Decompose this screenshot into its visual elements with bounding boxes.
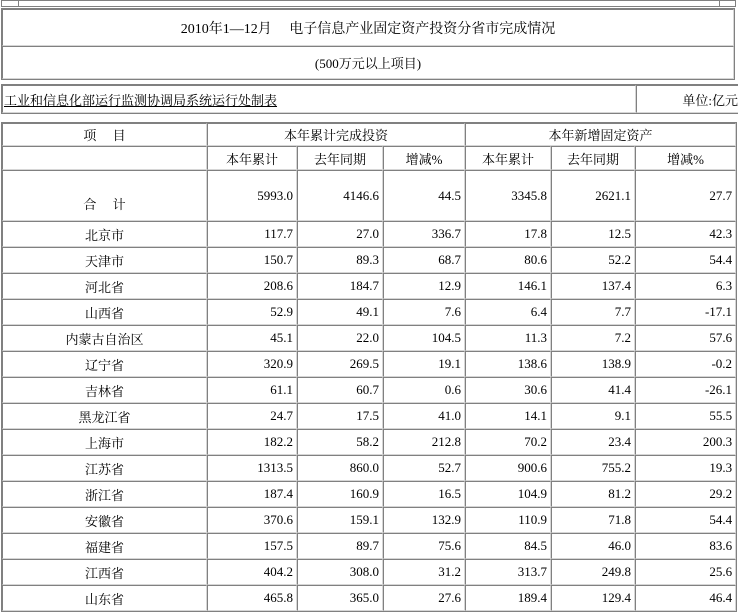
row-label: 河北省 (2, 273, 207, 299)
value-cell: 27.7 (635, 170, 736, 221)
row-label: 合 计 (2, 170, 207, 221)
value-cell: 308.0 (297, 559, 383, 585)
value-cell: 160.9 (297, 481, 383, 507)
table-row (2, 481, 736, 507)
value-cell: 900.6 (465, 455, 551, 481)
value-cell: 19.1 (383, 351, 465, 377)
row-label: 江苏省 (2, 455, 207, 481)
value-cell: 80.6 (465, 247, 551, 273)
title-table (1, 8, 735, 80)
value-cell: 84.5 (465, 533, 551, 559)
value-cell: 404.2 (207, 559, 297, 585)
value-cell: 19.3 (635, 455, 736, 481)
table-row (2, 585, 736, 611)
value-cell: 58.2 (297, 429, 383, 455)
value-cell: 465.8 (207, 585, 297, 611)
value-cell: 75.6 (383, 533, 465, 559)
value-cell: 52.2 (551, 247, 635, 273)
value-cell: 27.6 (383, 585, 465, 611)
value-cell: 42.3 (635, 221, 736, 247)
value-cell: 7.7 (551, 299, 635, 325)
group-header-completed-investment: 本年累计完成投资 (207, 123, 465, 146)
sliver-divider (18, 1, 19, 6)
table-row (2, 221, 736, 247)
sub-header-last-year: 去年同期 (297, 146, 383, 170)
value-cell: 370.6 (207, 507, 297, 533)
value-cell: 57.6 (635, 325, 736, 351)
value-cell: 46.4 (635, 585, 736, 611)
table-row (2, 533, 736, 559)
value-cell: 365.0 (297, 585, 383, 611)
value-cell: 71.8 (551, 507, 635, 533)
value-cell: 269.5 (297, 351, 383, 377)
note-table (1, 84, 738, 114)
value-cell: 129.4 (551, 585, 635, 611)
row-label: 北京市 (2, 221, 207, 247)
value-cell: 104.9 (465, 481, 551, 507)
table-body (2, 170, 736, 611)
page-title: 2010年1—12月 电子信息产业固定资产投资分省市完成情况 (2, 9, 734, 46)
sliver-divider (719, 1, 720, 6)
table-row (2, 377, 736, 403)
total-row (2, 170, 736, 221)
value-cell: 7.6 (383, 299, 465, 325)
value-cell: 89.7 (297, 533, 383, 559)
value-cell: 5993.0 (207, 170, 297, 221)
table-row (2, 559, 736, 585)
value-cell: 159.1 (297, 507, 383, 533)
value-cell: 16.5 (383, 481, 465, 507)
value-cell: 138.6 (465, 351, 551, 377)
value-cell: 61.1 (207, 377, 297, 403)
value-cell: 41.0 (383, 403, 465, 429)
value-cell: 23.4 (551, 429, 635, 455)
group-header-row (2, 123, 736, 146)
note-row (2, 85, 738, 113)
table-row (2, 351, 736, 377)
table-row (2, 299, 736, 325)
value-cell: 54.4 (635, 247, 736, 273)
value-cell: 70.2 (465, 429, 551, 455)
table-row (2, 403, 736, 429)
value-cell: 27.0 (297, 221, 383, 247)
row-label: 山西省 (2, 299, 207, 325)
table-row (2, 325, 736, 351)
value-cell: 17.8 (465, 221, 551, 247)
row-label: 天津市 (2, 247, 207, 273)
value-cell: 55.5 (635, 403, 736, 429)
row-label: 安徽省 (2, 507, 207, 533)
row-label: 上海市 (2, 429, 207, 455)
value-cell: 12.9 (383, 273, 465, 299)
value-cell: 2621.1 (551, 170, 635, 221)
value-cell: 117.7 (207, 221, 297, 247)
unit-note: 单位:亿元 (636, 85, 738, 113)
value-cell: 6.3 (635, 273, 736, 299)
value-cell: 138.9 (551, 351, 635, 377)
empty-header-cell (2, 146, 207, 170)
value-cell: 14.1 (465, 403, 551, 429)
value-cell: 17.5 (297, 403, 383, 429)
value-cell: 24.7 (207, 403, 297, 429)
row-label: 山东省 (2, 585, 207, 611)
value-cell: 22.0 (297, 325, 383, 351)
table-row (2, 455, 736, 481)
value-cell: 182.2 (207, 429, 297, 455)
value-cell: 3345.8 (465, 170, 551, 221)
value-cell: 30.6 (465, 377, 551, 403)
table-row (2, 507, 736, 533)
sub-header-row (2, 146, 736, 170)
value-cell: 1313.5 (207, 455, 297, 481)
value-cell: 200.3 (635, 429, 736, 455)
value-cell: 4146.6 (297, 170, 383, 221)
value-cell: 60.7 (297, 377, 383, 403)
value-cell: 110.9 (465, 507, 551, 533)
value-cell: 11.3 (465, 325, 551, 351)
value-cell: 860.0 (297, 455, 383, 481)
value-cell: 189.4 (465, 585, 551, 611)
issuer-note (2, 85, 636, 113)
value-cell: 54.4 (635, 507, 736, 533)
value-cell: 320.9 (207, 351, 297, 377)
sub-header-last-year: 去年同期 (551, 146, 635, 170)
value-cell: 6.4 (465, 299, 551, 325)
issuer-note-link[interactable]: 工业和信息化部运行监测协调局系统运行处制表 (4, 92, 278, 108)
sub-header-change-pct: 增减% (635, 146, 736, 170)
value-cell: 83.6 (635, 533, 736, 559)
value-cell: -0.2 (635, 351, 736, 377)
row-label: 吉林省 (2, 377, 207, 403)
subtitle-row (2, 46, 734, 79)
value-cell: 29.2 (635, 481, 736, 507)
table-row (2, 247, 736, 273)
cropped-row-sliver (1, 0, 736, 7)
value-cell: 184.7 (297, 273, 383, 299)
value-cell: -26.1 (635, 377, 736, 403)
value-cell: 7.2 (551, 325, 635, 351)
value-cell: 150.7 (207, 247, 297, 273)
value-cell: 81.2 (551, 481, 635, 507)
row-label: 黑龙江省 (2, 403, 207, 429)
value-cell: 89.3 (297, 247, 383, 273)
value-cell: 52.7 (383, 455, 465, 481)
group-header-new-fixed-assets: 本年新增固定资产 (465, 123, 736, 146)
value-cell: 336.7 (383, 221, 465, 247)
page-subtitle: (500万元以上项目) (2, 46, 734, 79)
value-cell: 755.2 (551, 455, 635, 481)
value-cell: 212.8 (383, 429, 465, 455)
title-row (2, 9, 734, 46)
value-cell: 31.2 (383, 559, 465, 585)
sub-header-current-total: 本年累计 (207, 146, 297, 170)
project-column-header: 项 目 (2, 123, 207, 146)
value-cell: 45.1 (207, 325, 297, 351)
value-cell: 41.4 (551, 377, 635, 403)
value-cell: 68.7 (383, 247, 465, 273)
value-cell: 146.1 (465, 273, 551, 299)
value-cell: 0.6 (383, 377, 465, 403)
row-label: 江西省 (2, 559, 207, 585)
value-cell: 104.5 (383, 325, 465, 351)
row-label: 辽宁省 (2, 351, 207, 377)
data-table (1, 122, 737, 612)
value-cell: 12.5 (551, 221, 635, 247)
row-label: 福建省 (2, 533, 207, 559)
value-cell: 132.9 (383, 507, 465, 533)
row-label: 浙江省 (2, 481, 207, 507)
sub-header-current-total: 本年累计 (465, 146, 551, 170)
value-cell: 49.1 (297, 299, 383, 325)
value-cell: 46.0 (551, 533, 635, 559)
value-cell: 208.6 (207, 273, 297, 299)
row-label: 内蒙古自治区 (2, 325, 207, 351)
value-cell: 137.4 (551, 273, 635, 299)
table-row (2, 273, 736, 299)
value-cell: 187.4 (207, 481, 297, 507)
table-row (2, 429, 736, 455)
sub-header-change-pct: 增减% (383, 146, 465, 170)
value-cell: 52.9 (207, 299, 297, 325)
value-cell: 9.1 (551, 403, 635, 429)
value-cell: 25.6 (635, 559, 736, 585)
value-cell: 44.5 (383, 170, 465, 221)
value-cell: -17.1 (635, 299, 736, 325)
value-cell: 157.5 (207, 533, 297, 559)
value-cell: 249.8 (551, 559, 635, 585)
value-cell: 313.7 (465, 559, 551, 585)
